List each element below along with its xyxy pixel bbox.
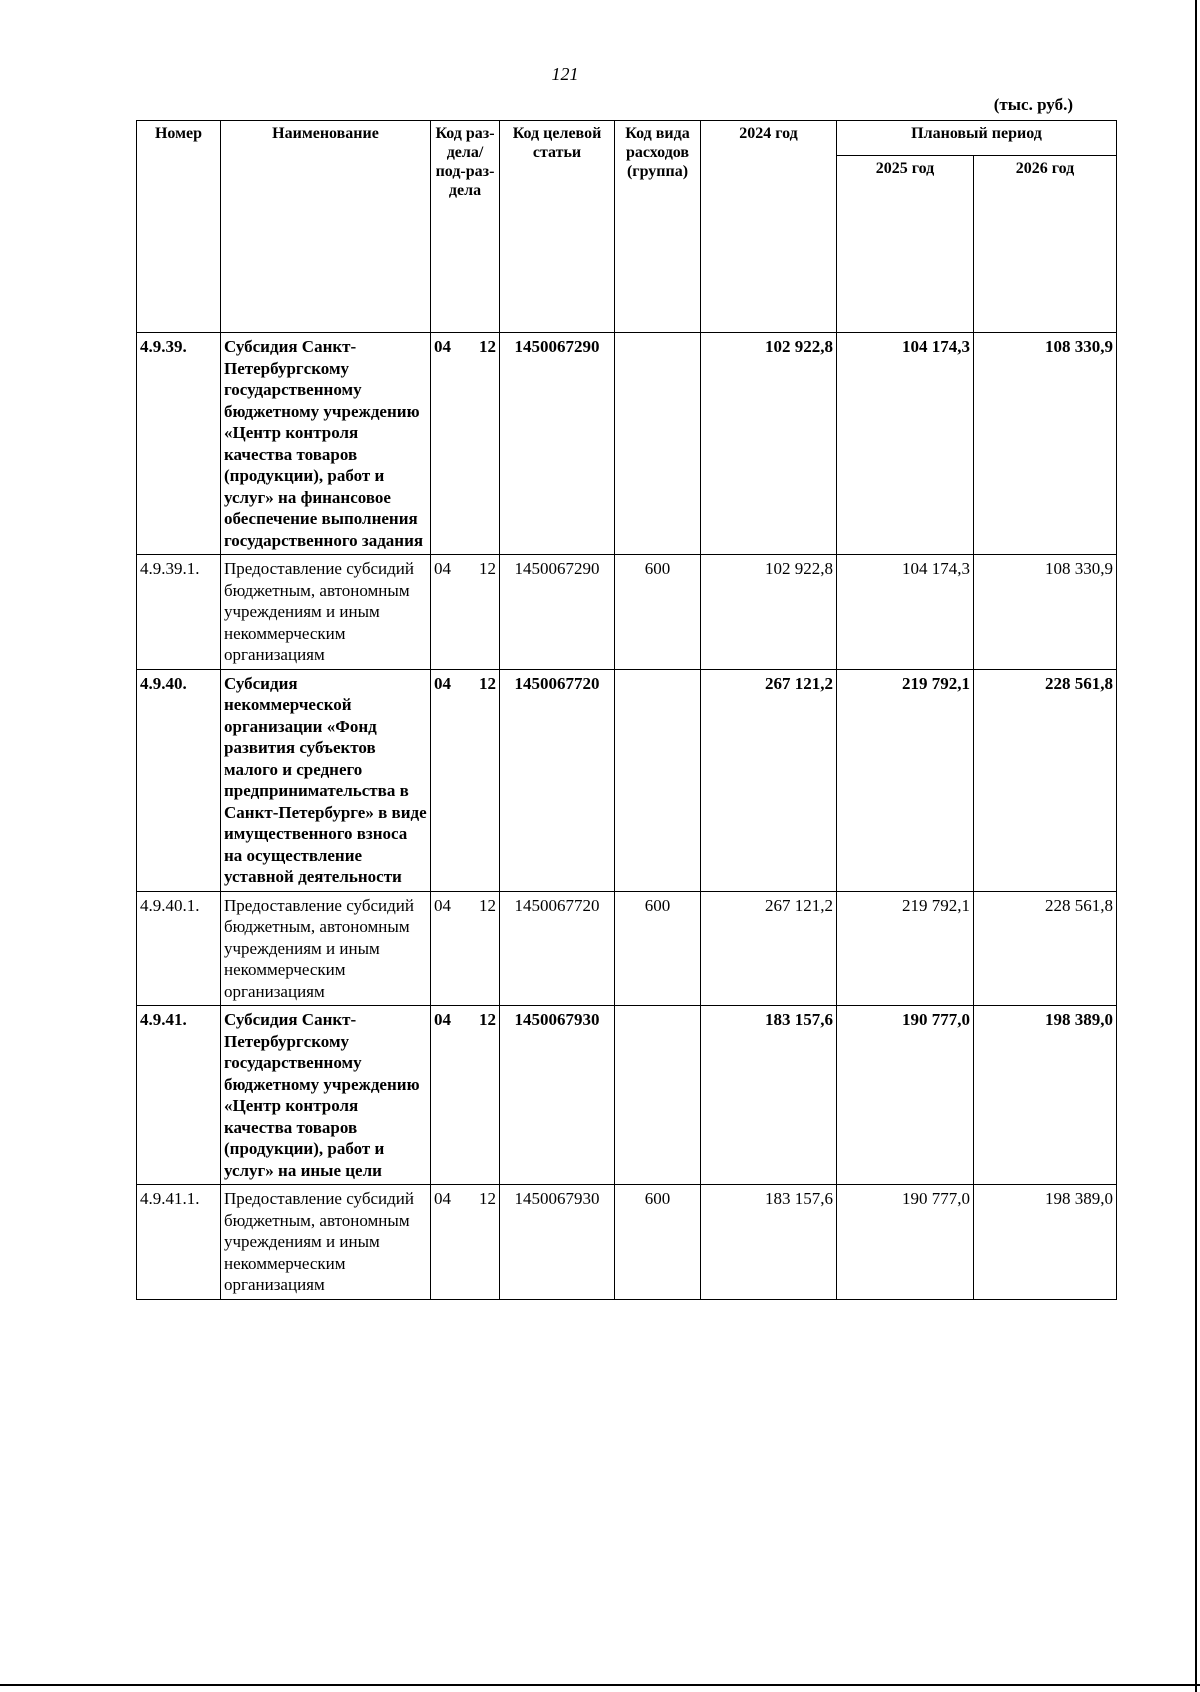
table-row bbox=[137, 333, 1117, 555]
row-amount-2026: 228 561,8 bbox=[974, 669, 1117, 891]
row-target-code: 1450067720 bbox=[500, 669, 615, 891]
row-amount-2026: 228 561,8 bbox=[974, 891, 1117, 1006]
scan-edge-line bbox=[1195, 0, 1197, 1692]
row-amount-2026: 108 330,9 bbox=[974, 555, 1117, 670]
row-expense-kind bbox=[615, 1006, 701, 1185]
budget-table bbox=[136, 120, 1117, 1300]
header-target: Код целевой статьи bbox=[500, 121, 615, 333]
row-target-code: 1450067290 bbox=[500, 333, 615, 555]
section-code: 04 bbox=[434, 673, 451, 693]
row-amount-2024: 102 922,8 bbox=[701, 555, 837, 670]
row-number: 4.9.41.1. bbox=[137, 1185, 221, 1300]
section-code: 04 bbox=[434, 1189, 451, 1208]
section-code-pair bbox=[434, 895, 496, 917]
header-2024: 2024 год bbox=[701, 121, 837, 333]
row-amount-2025: 219 792,1 bbox=[837, 669, 974, 891]
row-name: Предоставление субсидий бюджетным, автономным учреждениям и иным некоммерческим организациям bbox=[221, 891, 431, 1006]
section-code-pair bbox=[434, 336, 496, 358]
row-number: 4.9.41. bbox=[137, 1006, 221, 1185]
header-planned-period: Плановый период bbox=[837, 121, 1117, 156]
row-amount-2024: 267 121,2 bbox=[701, 669, 837, 891]
row-expense-kind: 600 bbox=[615, 891, 701, 1006]
header-kind: Код вида расходов (группа) bbox=[615, 121, 701, 333]
units-label: (тыс. руб.) bbox=[993, 95, 1073, 114]
scan-bottom-line bbox=[0, 1684, 1200, 1686]
subsection-code: 12 bbox=[479, 895, 496, 915]
table-body bbox=[137, 333, 1117, 1300]
section-code-pair bbox=[434, 558, 496, 580]
row-amount-2025: 104 174,3 bbox=[837, 555, 974, 670]
row-amount-2024: 267 121,2 bbox=[701, 891, 837, 1006]
section-code-pair bbox=[434, 1188, 496, 1210]
subsection-code: 12 bbox=[479, 337, 496, 356]
row-section-code bbox=[431, 1185, 500, 1300]
header-name: Наименование bbox=[221, 121, 431, 333]
row-number: 4.9.40. bbox=[137, 669, 221, 891]
table-row bbox=[137, 891, 1117, 1006]
row-target-code: 1450067930 bbox=[500, 1006, 615, 1185]
row-target-code: 1450067290 bbox=[500, 555, 615, 670]
row-name: Субсидия Санкт-Петербургскому государственному бюджетному учреждению «Центр контроля качества товаров (продукции), работ и услуг» на финансовое обеспечение выполнения государственного задания bbox=[221, 333, 431, 555]
row-target-code: 1450067720 bbox=[500, 891, 615, 1006]
header-section: Код раз-дела/ под-раз-дела bbox=[431, 121, 500, 333]
table-row bbox=[137, 669, 1117, 891]
section-code: 04 bbox=[434, 337, 451, 356]
header-row bbox=[137, 121, 1117, 156]
section-code-pair bbox=[434, 673, 496, 695]
row-number: 4.9.40.1. bbox=[137, 891, 221, 1006]
subsection-code: 12 bbox=[479, 559, 496, 578]
row-amount-2025: 190 777,0 bbox=[837, 1006, 974, 1185]
row-expense-kind: 600 bbox=[615, 1185, 701, 1300]
row-expense-kind bbox=[615, 669, 701, 891]
subsection-code: 12 bbox=[479, 1189, 496, 1208]
row-amount-2026: 108 330,9 bbox=[974, 333, 1117, 555]
row-number: 4.9.39.1. bbox=[137, 555, 221, 670]
row-amount-2024: 183 157,6 bbox=[701, 1185, 837, 1300]
table-row bbox=[137, 1185, 1117, 1300]
section-code: 04 bbox=[434, 895, 451, 915]
row-name: Предоставление субсидий бюджетным, автономным учреждениям и иным некоммерческим организациям bbox=[221, 555, 431, 670]
row-amount-2026: 198 389,0 bbox=[974, 1006, 1117, 1185]
row-amount-2026: 198 389,0 bbox=[974, 1185, 1117, 1300]
row-number: 4.9.39. bbox=[137, 333, 221, 555]
page-number: 121 bbox=[551, 64, 579, 84]
row-name: Субсидия некоммерческой организации «Фонд развития субъектов малого и среднего предпринимательства в Санкт-Петербурге» в виде имущественного взноса на осуществление уставной деятельности bbox=[221, 669, 431, 891]
header-2026: 2026 год bbox=[974, 156, 1117, 333]
section-code: 04 bbox=[434, 1010, 451, 1029]
subsection-code: 12 bbox=[479, 673, 496, 693]
row-section-code bbox=[431, 891, 500, 1006]
row-amount-2025: 219 792,1 bbox=[837, 891, 974, 1006]
row-section-code bbox=[431, 333, 500, 555]
row-amount-2024: 102 922,8 bbox=[701, 333, 837, 555]
row-amount-2025: 104 174,3 bbox=[837, 333, 974, 555]
header-number: Номер bbox=[137, 121, 221, 333]
row-section-code bbox=[431, 669, 500, 891]
row-target-code: 1450067930 bbox=[500, 1185, 615, 1300]
row-amount-2024: 183 157,6 bbox=[701, 1006, 837, 1185]
subsection-code: 12 bbox=[479, 1010, 496, 1029]
row-section-code bbox=[431, 555, 500, 670]
section-code: 04 bbox=[434, 559, 451, 578]
row-name: Субсидия Санкт-Петербургскому государственному бюджетному учреждению «Центр контроля качества товаров (продукции), работ и услуг» на иные цели bbox=[221, 1006, 431, 1185]
row-expense-kind: 600 bbox=[615, 555, 701, 670]
row-section-code bbox=[431, 1006, 500, 1185]
table-row bbox=[137, 555, 1117, 670]
header-2025: 2025 год bbox=[837, 156, 974, 333]
section-code-pair bbox=[434, 1009, 496, 1031]
row-name: Предоставление субсидий бюджетным, автономным учреждениям и иным некоммерческим организациям bbox=[221, 1185, 431, 1300]
table-row bbox=[137, 1006, 1117, 1185]
row-amount-2025: 190 777,0 bbox=[837, 1185, 974, 1300]
row-expense-kind bbox=[615, 333, 701, 555]
